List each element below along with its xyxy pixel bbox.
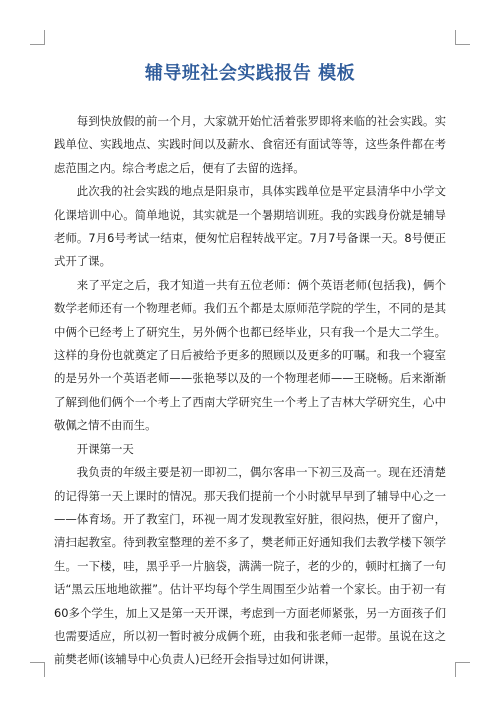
paragraph-3: 来了平定之后，我才知道一共有五位老师：俩个英语老师(包括我)，俩个数学老师还有一个物理老师。我们五个都是太原师范学院的学生，不同的是其中俩个已经考上了研究生，另外俩个也都已经毕业，只有我一个是大二学生。这样的身份也就奠定了日后被给予更多的照顾以及更多的叮嘱。和我一个寝室的是另外一个英语老师——张艳琴以及的一个物理老师——王晓畅。后来渐渐了解到他们俩个一个考上了西南大学研究生一个考上了吉林大学研究生，心中敬佩之情不由而生。 (54, 277, 446, 433)
document-title: 辅导班社会实践报告 模板 (144, 63, 356, 84)
document-body (54, 60, 446, 672)
crop-mark-bottom-left (30, 662, 45, 677)
paragraph-4: 我负责的年级主要是初一即初二，偶尔客串一下初三及高一。现在还清楚的记得第一天上课时的情况。那天我们提前一个小时就早早到了辅导中心之一——体育场。开了教室门，环视一周才发现教室好脏，很闷热，便开了窗户，清扫起教室。待到教室整理的差不多了，樊老师正好通知我们去教学楼下领学生。一下楼，哇，黑乎乎一片脑袋，满满一院子，老的少的，顿时杠摘了一句话“黑云压地地欲摧”。估计平均每个学生周围至少站着一个家长。由于初一有60多个学生，加上又是第一天开课，考虑到一方面老师紧张，另一方面孩子们也需要适应，所以初一暂时被分成俩个班，由我和张老师一起带。虽说在这之前樊老师(该辅导中心负责人)已经开会指导过如何讲课， (54, 465, 446, 667)
crop-mark-top-right (455, 30, 470, 45)
crop-mark-top-left (30, 30, 45, 45)
paragraph-2: 此次我的社会实践的地点是阳泉市，具体实践单位是平定县清华中小学文化课培训中心。简单地说，其实就是一个暑期培训班。我的实践身份就是辅导老师。7月6号考试一结束，便匆忙启程转战平定。7月7号备课一天。8号便正式开了课。 (54, 184, 446, 269)
section-heading: 开课第一天 (76, 441, 134, 456)
paragraph-1: 每到快放假的前一个月，大家就开始忙活着张罗即将来临的社会实践。实践单位、实践地点、实践时间以及薪水、食宿还有面试等等，这些条件都在考虑范围之内。综合考虑之后，便有了去留的选择。 (54, 114, 446, 175)
crop-mark-bottom-right (455, 662, 470, 677)
